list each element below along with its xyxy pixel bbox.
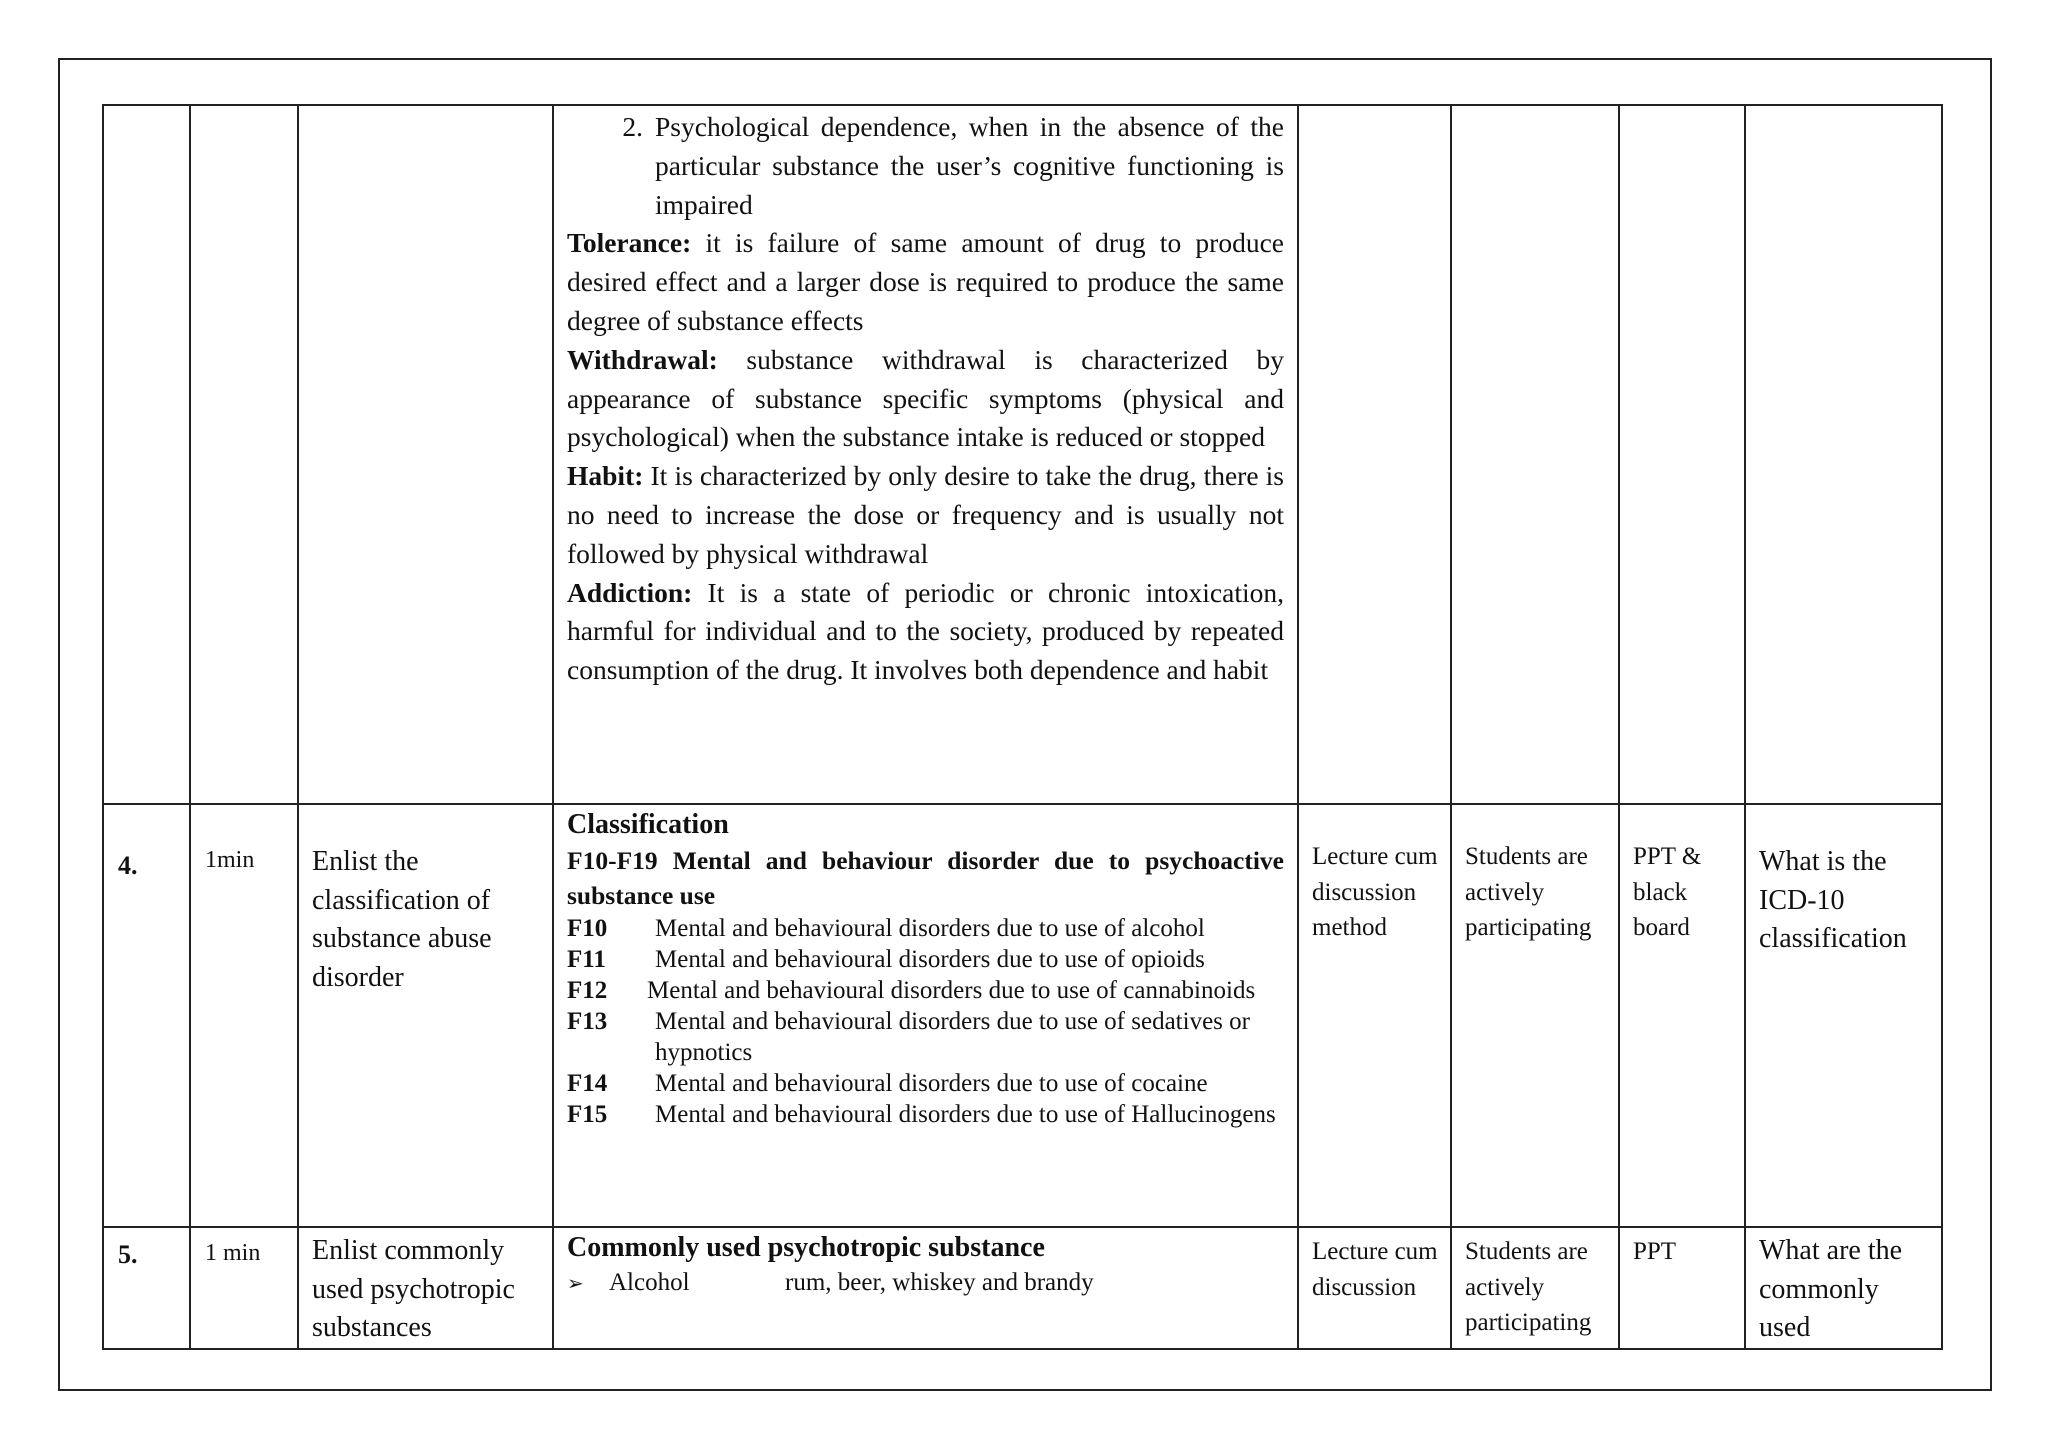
lesson-plan-table	[102, 104, 1943, 1350]
icd-code-row	[567, 1006, 1284, 1068]
classification-subheading: F10-F19 Mental and behaviour disorder due to psychoactive substance use	[567, 846, 1284, 910]
objective-cell: Enlist the classification of substance abuse disorder	[298, 804, 553, 1227]
icd-description: Mental and behavioural disorders due to use of sedatives or hypnotics	[655, 1008, 1250, 1066]
sno-cell: 5.	[103, 1227, 190, 1349]
activity-cell: Students are actively participating	[1451, 804, 1619, 1227]
icd-code-list	[567, 913, 1284, 1130]
definition-text: It is a state of periodic or chronic intoxication, harmful for individual and to the society, produced by repeated consumption of the drug. It involves both dependence and habit	[567, 576, 1284, 686]
definition-text: substance withdrawal is characterized by appearance of substance specific symptoms (physical and psychological) when the substance intake is reduced or stopped	[567, 343, 1284, 453]
icd-code: F12	[567, 977, 608, 1004]
icd-code: F10	[567, 915, 608, 942]
icd-code-row	[567, 1099, 1284, 1130]
content-cell	[553, 105, 1298, 804]
icd-description: Mental and behavioural disorders due to use of cannabinoids	[647, 977, 1256, 1004]
definition-term: Addiction:	[567, 576, 693, 608]
objective-cell	[298, 105, 553, 804]
table-row-continued	[103, 105, 1942, 804]
av-aids-cell: PPT	[1619, 1227, 1745, 1349]
activity-cell: Students are actively participating	[1451, 1227, 1619, 1349]
point-text: Psychological dependence, when in the absence of the particular substance the user’s cognitive functioning is impaired	[655, 111, 1284, 220]
definition-term: Withdrawal:	[567, 343, 718, 375]
definition-text: it is failure of same amount of drug to produce desired effect and a larger dose is required to produce the same degree of substance effects	[567, 227, 1284, 336]
numbered-point	[567, 108, 1284, 224]
arrow-bullet-icon: ➢	[567, 1271, 584, 1295]
icd-code: F14	[567, 1070, 608, 1097]
objective-cell: Enlist commonly used psychotropic substances	[298, 1227, 553, 1349]
evaluation-cell	[1745, 105, 1942, 804]
icd-code: F15	[567, 1101, 608, 1128]
point-number: 2.	[622, 111, 643, 142]
time-cell: 1 min	[190, 1227, 298, 1349]
method-cell	[1298, 105, 1451, 804]
icd-code-row	[567, 944, 1284, 975]
definition-tolerance	[567, 224, 1284, 340]
icd-code: F11	[567, 946, 606, 973]
substance-examples: rum, beer, whiskey and brandy	[785, 1269, 1094, 1296]
method-cell: Lecture cum discussion	[1298, 1227, 1451, 1349]
icd-description: Mental and behavioural disorders due to use of alcohol	[655, 915, 1205, 942]
time-cell: 1min	[190, 804, 298, 1227]
table-row-5	[103, 1227, 1942, 1349]
time-cell	[190, 105, 298, 804]
icd-description: Mental and behavioural disorders due to use of opioids	[655, 946, 1205, 973]
definition-text: It is characterized by only desire to take the drug, there is no need to increase the dose or frequency and is usually not followed by physical withdrawal	[567, 460, 1284, 569]
definition-term: Tolerance:	[567, 227, 692, 259]
av-aids-cell	[1619, 105, 1745, 804]
icd-description: Mental and behavioural disorders due to use of cocaine	[655, 1070, 1208, 1097]
definition-habit	[567, 457, 1284, 573]
activity-cell	[1451, 105, 1619, 804]
evaluation-cell: What are the commonly used	[1745, 1227, 1942, 1349]
content-cell	[553, 804, 1298, 1227]
icd-code: F13	[567, 1008, 608, 1035]
table-row-4	[103, 804, 1942, 1227]
classification-heading: Classification	[567, 809, 729, 840]
av-aids-cell: PPT & black board	[1619, 804, 1745, 1227]
definition-addiction	[567, 574, 1284, 690]
sno-cell	[103, 105, 190, 804]
definition-withdrawal	[567, 341, 1284, 457]
icd-code-row	[567, 913, 1284, 944]
substances-heading: Commonly used psychotropic substance	[567, 1232, 1045, 1263]
method-cell: Lecture cum discussion method	[1298, 804, 1451, 1227]
sno-cell: 4.	[103, 804, 190, 1227]
icd-code-row	[567, 975, 1284, 1006]
definition-term: Habit:	[567, 460, 644, 492]
content-cell	[553, 1227, 1298, 1349]
substance-bullet	[567, 1266, 1284, 1300]
icd-code-row	[567, 1068, 1284, 1099]
icd-description: Mental and behavioural disorders due to use of Hallucinogens	[655, 1101, 1276, 1128]
substance-name: Alcohol	[609, 1269, 690, 1296]
evaluation-cell: What is the ICD-10 classification	[1745, 804, 1942, 1227]
